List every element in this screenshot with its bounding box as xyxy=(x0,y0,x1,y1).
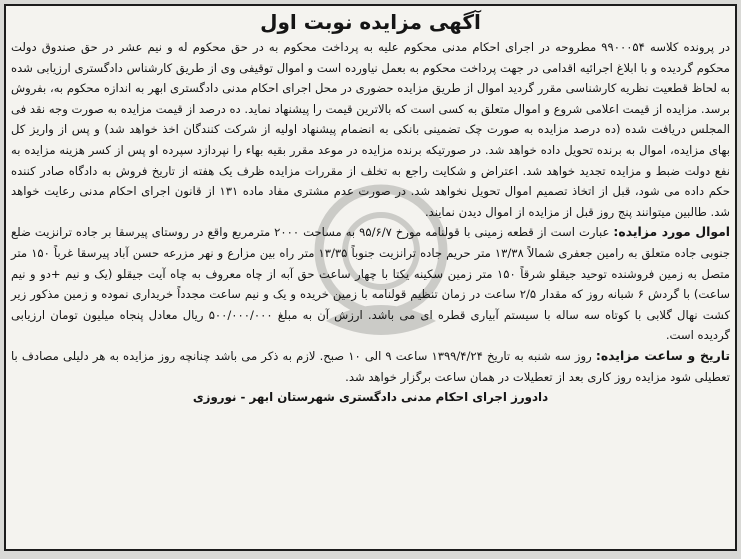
newspaper-clipping xyxy=(4,4,737,551)
notice-body xyxy=(11,9,730,546)
datetime-text: روز سه شنبه به تاریخ ۱۳۹۹/۴/۲۴ ساعت ۹ الی ۱۰ صبح. لازم به ذکر می باشد چنانچه روز مزایده به هر دلیلی مصادف با تعطیلی شود مزایده روز کاری بعد از تعطیلات در همان ساعت برگزار خواهد شد. xyxy=(11,348,730,384)
notice-title: آگهی مزایده نوبت اول xyxy=(260,10,481,34)
property-text: عبارت است از قطعه زمینی با قولنامه مورخ ۹۵/۶/۷ به مساحت ۲۰۰۰ مترمربع واقع در روستای پیرسقا بر جاده ترانزیت ضلع جنوبی جاده متعلق به رامین جعفری شمالاً ۱۳/۳۸ متر حریم جاده ترانزیت جنوباً ۱۳/۳۵ متر راه بین مزارع و نهر مزرعه حسن آباد پیرسقا غرباً ۱۵۰ متر متصل به زمین فروشنده توحید جیقلو شرقاً ۱۵۰ متر زمین سکینه یکتا با چهار ساعت حق آبه از چاه معروف به چاه آیت جیقلو (یک و نیم +دو و نیم ساعت) با گردش ۶ شبانه روز که مقدار ۲/۵ ساعت در زمان تنظیم قولنامه با زمین خریده و یک و نیم ساعت مجدداً خریداری نموده و زمین مذکور زیر کشت نهال گلابی با کوتاه سه ساله با سیستم آبیاری قطره ای می باشد. ارزش آن به مبلغ ۵۰۰/۰۰۰/۰۰۰ ریال معادل پنجاه میلیون تومان ارزیابی گردیده است. xyxy=(11,225,731,343)
datetime-paragraph xyxy=(11,346,730,387)
property-paragraph xyxy=(11,222,730,346)
property-label: اموال مورد مزایده: xyxy=(613,224,731,240)
notice-intro-paragraph: در پرونده کلاسه ۹۹۰۰۰۵۴ مطروحه در اجرای احکام مدنی محکوم علیه به پرداخت محکوم به در حق محکوم له و نیم عشر در حق صندوق دولت محکوم گردیده و با ابلاغ اجرائیه اقدامی در جهت پرداخت محکوم به بعمل نیاورده است و اموال توقیفی وی از طریق کارشناس دادگستری ارزیابی شده به لحاظ قطعیت نظریه کارشناسی مقرر گردید اموال از طریق مزایده حضوری در محل اجرای احکام مدنی دادگستری ابهر به اندازه محکوم به، بفروش برسد. مزایده از قیمت اعلامی شروع و اموال متعلق به کسی است که بالاترین قیمت را پیشنهاد نماید. ده درصد از قیمت مزایده به صورت وجه نقد فی المجلس دریافت شده (ده درصد مزایده به صورت چک تضمینی بانکی به انضمام پیشنهاد اولیه از شرکت کنندگان اخذ خواهد شد) و پس از واریز کل بهای مزایده، اموال به برنده تحویل داده خواهد شد. در صورتیکه برنده مزایده در موعد مقرر بقیه بهاء را نپردازد سپرده او پس از کسر هزینه مزایده به نفع دولت ضبط و مزایده تجدید خواهد شد. اعتراض و شکایت راجع به تخلف از مقررات مزایده ظرف یک هفته از تاریخ فروش به دادگاه صادر کننده حکم داده می شود، قبل از اتخاذ تصمیم اموال تحویل نخواهد شد. در صورت عدم مشتری مفاد ماده ۱۳۱ از قانون اجرای احکام مدنی رعایت خواهد شد. طالبین میتوانند پنج روز قبل از مزایده از اموال دیدن نمایند. xyxy=(11,40,730,219)
datetime-label: تاریخ و ساعت مزایده: xyxy=(595,347,731,363)
signature-line: دادورز اجرای احکام مدنی دادگستری شهرستان ابهر - نوروزی xyxy=(192,390,549,405)
